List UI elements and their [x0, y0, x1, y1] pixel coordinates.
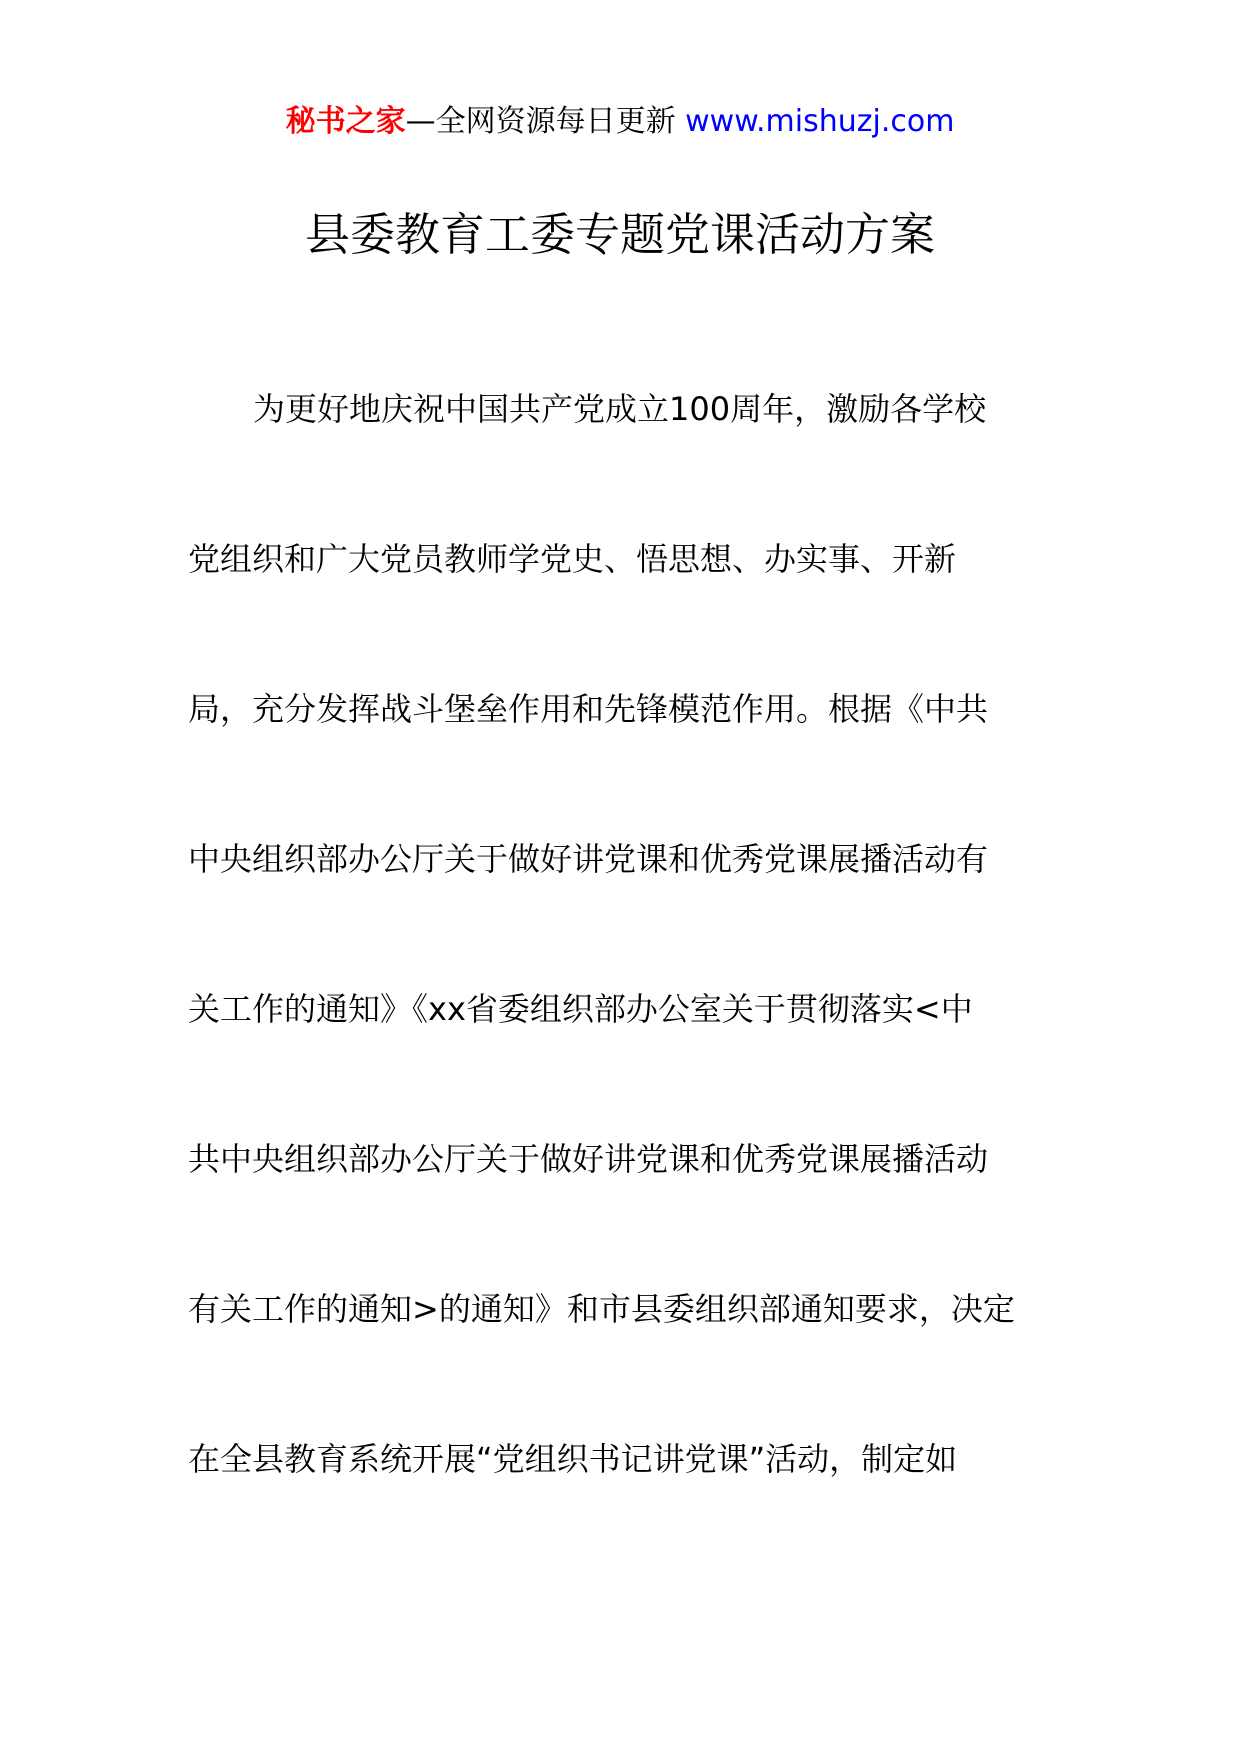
- paragraph-line: 为更好地庆祝中国共产党成立100周年，激励各学校: [253, 390, 987, 428]
- paragraph-line: 在全县教育系统开展“党组织书记讲党课”活动，制定如: [188, 1440, 958, 1478]
- site-url-link[interactable]: www.mishuzj.com: [685, 104, 955, 139]
- brand-name: 秘书之家: [285, 104, 406, 139]
- paragraph-line: 党组织和广大党员教师学党史、悟思想、办实事、开新: [188, 540, 957, 578]
- paragraph-line: 共中央组织部办公厅关于做好讲党课和优秀党课展播活动: [188, 1140, 989, 1178]
- paragraph-line: 有关工作的通知>的通知》和市县委组织部通知要求，决定: [188, 1290, 1015, 1328]
- document-title: 县委教育工委专题党课活动方案: [304, 208, 935, 261]
- site-header: [0, 100, 1240, 144]
- paragraph-line: 局，充分发挥战斗堡垒作用和先锋模范作用。根据《中共: [188, 690, 989, 728]
- paragraph-line: 关工作的通知》《xx省委组织部办公室关于贯彻落实<中: [188, 990, 973, 1028]
- header-tagline: —全网资源每日更新: [405, 104, 686, 139]
- paragraph-line: 中央组织部办公厅关于做好讲党课和优秀党课展播活动有: [188, 840, 989, 878]
